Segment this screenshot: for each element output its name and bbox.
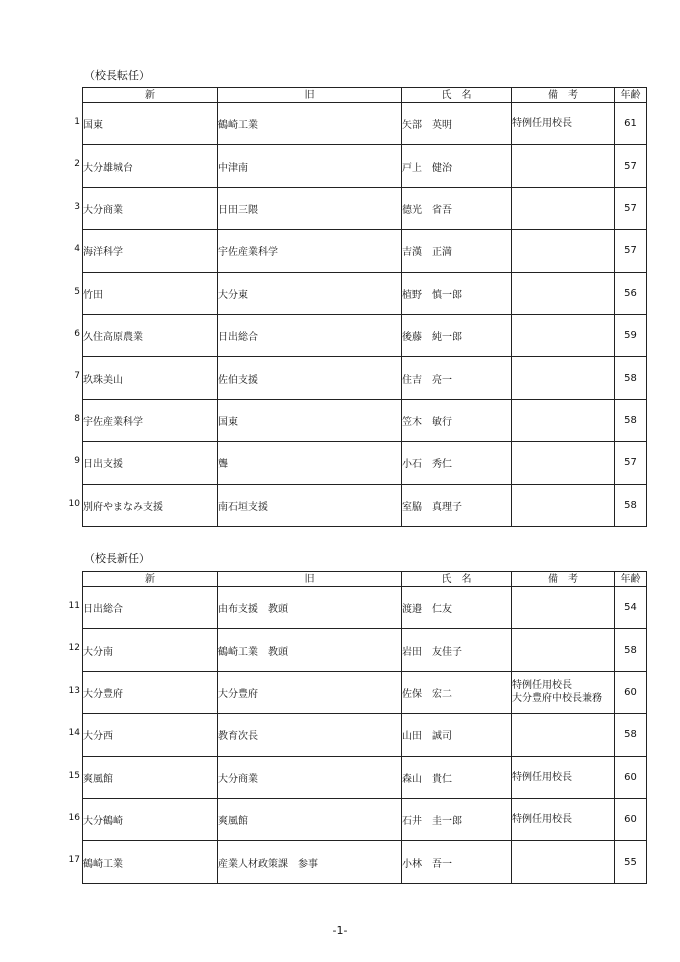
new-school-cell: 大分豊府	[83, 671, 218, 713]
person-name-cell: 住吉 亮一	[402, 357, 512, 399]
table-row	[83, 399, 647, 441]
remarks-cell	[512, 357, 615, 399]
row-number: 4	[74, 244, 80, 254]
previous-post-cell: 日出総合	[218, 314, 402, 356]
age-cell: 60	[615, 798, 647, 840]
row-number: 10	[68, 499, 80, 509]
remarks-cell	[512, 187, 615, 229]
row-number: 2	[74, 159, 80, 169]
age-cell: 57	[615, 145, 647, 187]
table-row	[83, 841, 647, 883]
header-old: 旧	[218, 572, 402, 587]
previous-post-cell: 鶴崎工業 教頭	[218, 629, 402, 671]
new-school-cell: 爽風館	[83, 756, 218, 798]
section-title-transfer: （校長転任）	[84, 69, 150, 82]
person-name-cell: 森山 貴仁	[402, 756, 512, 798]
row-number: 8	[74, 414, 80, 424]
remarks-cell	[512, 484, 615, 526]
header-age: 年齢	[615, 88, 647, 103]
table-row	[83, 798, 647, 840]
header-new: 新	[83, 88, 218, 103]
new-school-cell: 宇佐産業科学	[83, 399, 218, 441]
header-note: 備 考	[512, 572, 615, 587]
person-name-cell: 德光 省吾	[402, 187, 512, 229]
previous-post-cell: 中津南	[218, 145, 402, 187]
row-number: 7	[74, 371, 80, 381]
previous-post-cell: 大分東	[218, 272, 402, 314]
person-name-cell: 矢部 英明	[402, 103, 512, 145]
header-name: 氏 名	[402, 572, 512, 587]
new-school-cell: 国東	[83, 103, 218, 145]
previous-post-cell: 宇佐産業科学	[218, 230, 402, 272]
age-cell: 54	[615, 587, 647, 629]
remarks-cell	[512, 230, 615, 272]
remark-line: 特例任用校長	[512, 118, 572, 130]
remarks-cell	[512, 442, 615, 484]
remarks-cell	[512, 399, 615, 441]
age-cell: 57	[615, 230, 647, 272]
remarks-cell	[512, 841, 615, 883]
previous-post-cell: 爽風館	[218, 798, 402, 840]
remarks-cell	[512, 798, 615, 840]
person-name-cell: 笠木 敏行	[402, 399, 512, 441]
previous-post-cell: 日田三隈	[218, 187, 402, 229]
new-school-cell: 海洋科学	[83, 230, 218, 272]
new-school-cell: 別府やまなみ支援	[83, 484, 218, 526]
remark-line: 大分豊府中校長兼務	[512, 693, 602, 705]
previous-post-cell: 鶴崎工業	[218, 103, 402, 145]
row-number: 9	[74, 456, 80, 466]
new-school-cell: 久住高原農業	[83, 314, 218, 356]
row-number: 5	[74, 287, 80, 297]
person-name-cell: 戸上 健治	[402, 145, 512, 187]
header-age: 年齢	[615, 572, 647, 587]
header-new: 新	[83, 572, 218, 587]
previous-post-cell: 由布支援 教頭	[218, 587, 402, 629]
row-number: 17	[68, 855, 80, 865]
row-number: 13	[68, 686, 80, 696]
table-row	[83, 145, 647, 187]
person-name-cell: 岩田 友佳子	[402, 629, 512, 671]
remark-line: 特例任用校長	[512, 680, 572, 692]
age-cell: 58	[615, 484, 647, 526]
person-name-cell: 小石 秀仁	[402, 442, 512, 484]
age-cell: 57	[615, 187, 647, 229]
table-row	[83, 357, 647, 399]
new-school-cell: 大分商業	[83, 187, 218, 229]
page-number: -1-	[332, 924, 348, 937]
person-name-cell: 植野 慎一郎	[402, 272, 512, 314]
age-cell: 58	[615, 357, 647, 399]
table-row	[83, 103, 647, 145]
age-cell: 60	[615, 756, 647, 798]
table-row	[83, 587, 647, 629]
new-school-cell: 鶴崎工業	[83, 841, 218, 883]
row-number: 1	[74, 117, 80, 127]
row-number: 12	[68, 643, 80, 653]
age-cell: 58	[615, 399, 647, 441]
age-cell: 56	[615, 272, 647, 314]
row-number: 15	[68, 771, 80, 781]
transfer-table	[82, 87, 647, 527]
remarks-cell	[512, 272, 615, 314]
age-cell: 55	[615, 841, 647, 883]
row-number: 11	[68, 601, 80, 611]
age-cell: 59	[615, 314, 647, 356]
header-old: 旧	[218, 88, 402, 103]
new-school-cell: 大分雄城台	[83, 145, 218, 187]
table-row	[83, 442, 647, 484]
row-number: 3	[74, 202, 80, 212]
remarks-cell	[512, 756, 615, 798]
row-number: 6	[74, 329, 80, 339]
new-school-cell: 大分南	[83, 629, 218, 671]
new-school-cell: 玖珠美山	[83, 357, 218, 399]
remarks-cell	[512, 103, 615, 145]
table-row	[83, 484, 647, 526]
person-name-cell: 山田 誠司	[402, 714, 512, 756]
person-name-cell: 渡邉 仁友	[402, 587, 512, 629]
header-note: 備 考	[512, 88, 615, 103]
table-row	[83, 714, 647, 756]
age-cell: 58	[615, 629, 647, 671]
table-row	[83, 756, 647, 798]
age-cell: 60	[615, 671, 647, 713]
remarks-cell	[512, 714, 615, 756]
previous-post-cell: 佐伯支援	[218, 357, 402, 399]
table-row	[83, 187, 647, 229]
header-name: 氏 名	[402, 88, 512, 103]
section-title-new-appointment: （校長新任）	[84, 552, 150, 565]
table-row	[83, 230, 647, 272]
previous-post-cell: 国東	[218, 399, 402, 441]
new-school-cell: 大分鶴崎	[83, 798, 218, 840]
person-name-cell: 小林 吾一	[402, 841, 512, 883]
previous-post-cell: 教育次長	[218, 714, 402, 756]
new-appointment-table	[82, 571, 647, 884]
remarks-cell	[512, 587, 615, 629]
person-name-cell: 佐保 宏二	[402, 671, 512, 713]
remarks-cell	[512, 145, 615, 187]
person-name-cell: 後藤 純一郎	[402, 314, 512, 356]
remarks-cell	[512, 671, 615, 713]
row-number: 14	[68, 728, 80, 738]
new-school-cell: 日出総合	[83, 587, 218, 629]
new-school-cell: 日出支援	[83, 442, 218, 484]
table-row	[83, 629, 647, 671]
remark-line: 特例任用校長	[512, 771, 572, 783]
person-name-cell: 吉漢 正満	[402, 230, 512, 272]
previous-post-cell: 大分商業	[218, 756, 402, 798]
table-row	[83, 671, 647, 713]
previous-post-cell: 聾	[218, 442, 402, 484]
table-row	[83, 272, 647, 314]
previous-post-cell: 南石垣支援	[218, 484, 402, 526]
person-name-cell: 石井 圭一郎	[402, 798, 512, 840]
remark-line: 特例任用校長	[512, 814, 572, 826]
previous-post-cell: 大分豊府	[218, 671, 402, 713]
person-name-cell: 室脇 真理子	[402, 484, 512, 526]
age-cell: 58	[615, 714, 647, 756]
row-number: 16	[68, 813, 80, 823]
age-cell: 61	[615, 103, 647, 145]
new-school-cell: 竹田	[83, 272, 218, 314]
remarks-cell	[512, 314, 615, 356]
previous-post-cell: 産業人材政策課 参事	[218, 841, 402, 883]
remarks-cell	[512, 629, 615, 671]
table-row	[83, 314, 647, 356]
age-cell: 57	[615, 442, 647, 484]
new-school-cell: 大分西	[83, 714, 218, 756]
